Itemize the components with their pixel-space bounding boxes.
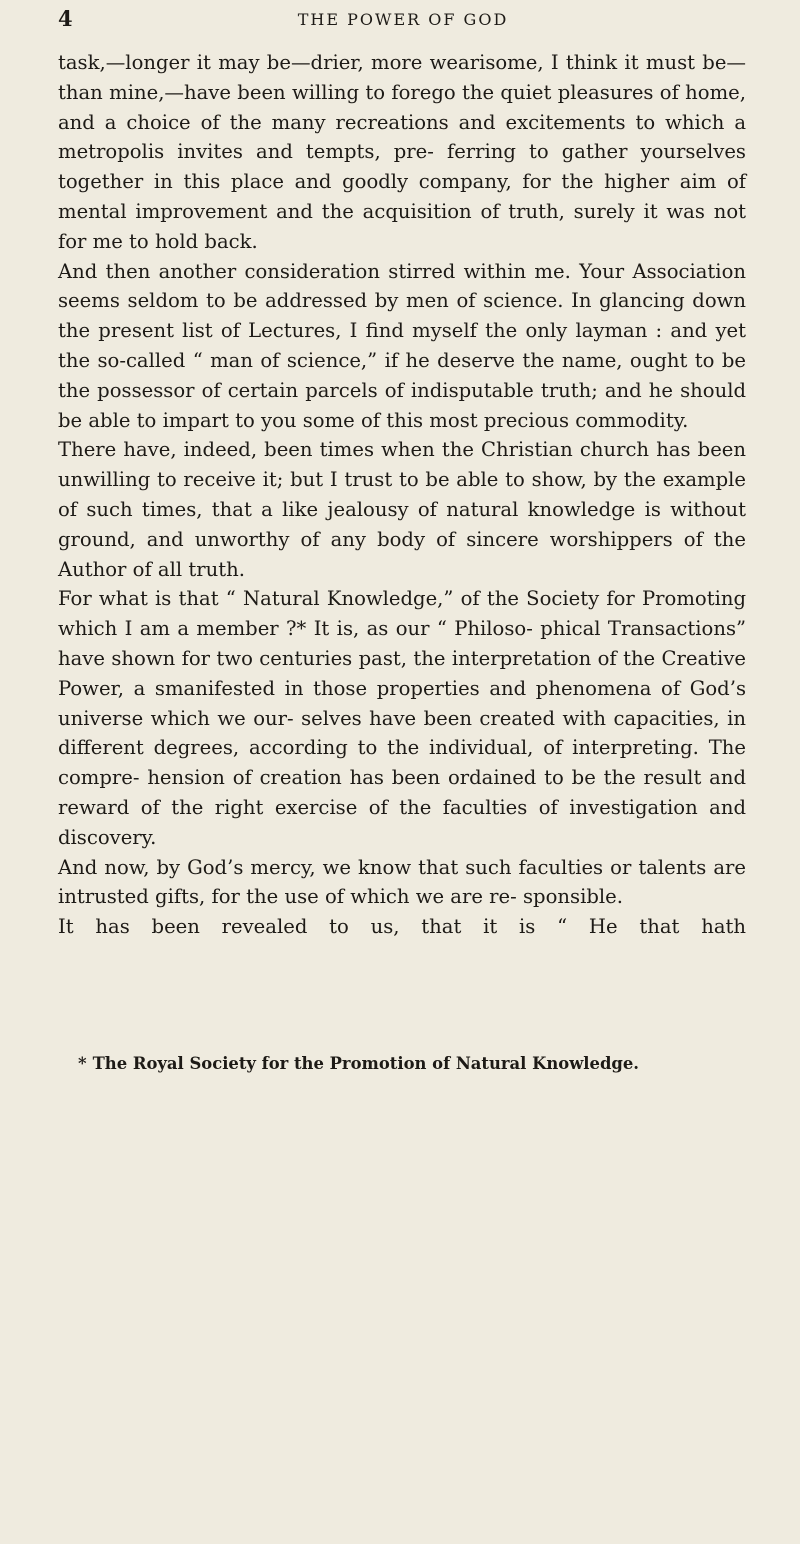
text-line: hension of creation has been ordained to be the result and: [147, 766, 746, 790]
text-line: if he deserve the name, ought to be the possessor of certain: [58, 348, 746, 402]
text-line: Promoting which I am a member ?* It is, as our “ Philoso-: [58, 587, 746, 641]
footnote: [78, 1053, 748, 1075]
running-head: [58, 6, 748, 36]
text-line: And now, by God’s mercy, we know that such faculties or: [58, 855, 632, 879]
text-line: interpretation of the Creative Power, a smanifested in those: [58, 646, 746, 700]
running-title: THE POWER OF GOD: [297, 10, 509, 29]
text-line: There have, indeed, been times when the Christian church: [58, 438, 650, 462]
paragraph-2: [58, 257, 746, 436]
text-line: And then another consideration stirred within me. Your: [58, 259, 625, 283]
text-line: has been unwilling to receive it; but I trust to be able to: [58, 438, 747, 492]
text-line: Association seems seldom to be addressed by men of science.: [58, 259, 746, 313]
text-line: must be—than mine,—have been willing to forego the quiet: [58, 51, 747, 104]
text-line: talents are intrusted gifts, for the use of which we are re-: [58, 855, 747, 909]
text-line: ferring to gather yourselves together in this place and goodly: [58, 140, 746, 194]
footnote-marker: *: [78, 1054, 87, 1073]
text-line: company, for the higher aim of mental improvement and the: [58, 170, 746, 223]
text-line: excitements to which a metropolis invites and tempts, pre-: [58, 110, 746, 164]
text-line: pleasures of home, and a choice of the many recreations and: [58, 80, 746, 134]
text-line: body of sincere worshippers of the Author of all truth.: [58, 527, 746, 581]
paragraph-1: [58, 48, 746, 257]
text-line: In glancing down the present list of Lectures, I find myself: [58, 289, 747, 343]
text-line: the only layman : and yet the so-called “ man of science,”: [58, 319, 746, 372]
footnote-text: The Royal Society for the Promotion of Natural Knowledge.: [92, 1054, 640, 1073]
paragraph-6: [58, 912, 746, 942]
text-line: It has been revealed to us, that it is “ He that hath: [58, 915, 746, 939]
text-line: sponsible.: [523, 885, 623, 909]
text-line: natural knowledge is without ground, and unworthy of any: [58, 497, 747, 551]
text-line: phical Transactions” have shown for two centuries past, the: [58, 617, 747, 670]
page-number: 4: [58, 6, 73, 31]
text-line: acquisition of truth, surely it was not for me to hold back.: [58, 199, 747, 253]
paragraph-3: [58, 435, 746, 584]
text-line: show, by the example of such times, that a like jealousy of: [58, 468, 747, 521]
paragraph-4: [58, 584, 746, 852]
text-line: to you some of this most precious commodity.: [235, 408, 689, 432]
body-text: [58, 48, 746, 942]
text-line: selves have been created with capacities, in different degrees,: [58, 706, 746, 760]
text-line: according to the individual, of interpreting. The compre-: [58, 736, 746, 790]
text-line: and discovery.: [58, 795, 747, 849]
text-line: task,—longer it may be—drier, more wearisome, I think it: [58, 51, 639, 74]
text-line: properties and phenomena of God’s universe which we our-: [58, 676, 746, 730]
text-line: For what is that “ Natural Knowledge,” of the Society for: [58, 587, 635, 611]
paragraph-5: [58, 853, 746, 913]
text-line: parcels of indisputable truth; and he should be able to impart: [58, 378, 746, 432]
text-line: reward of the right exercise of the faculties of investigation: [58, 795, 698, 819]
